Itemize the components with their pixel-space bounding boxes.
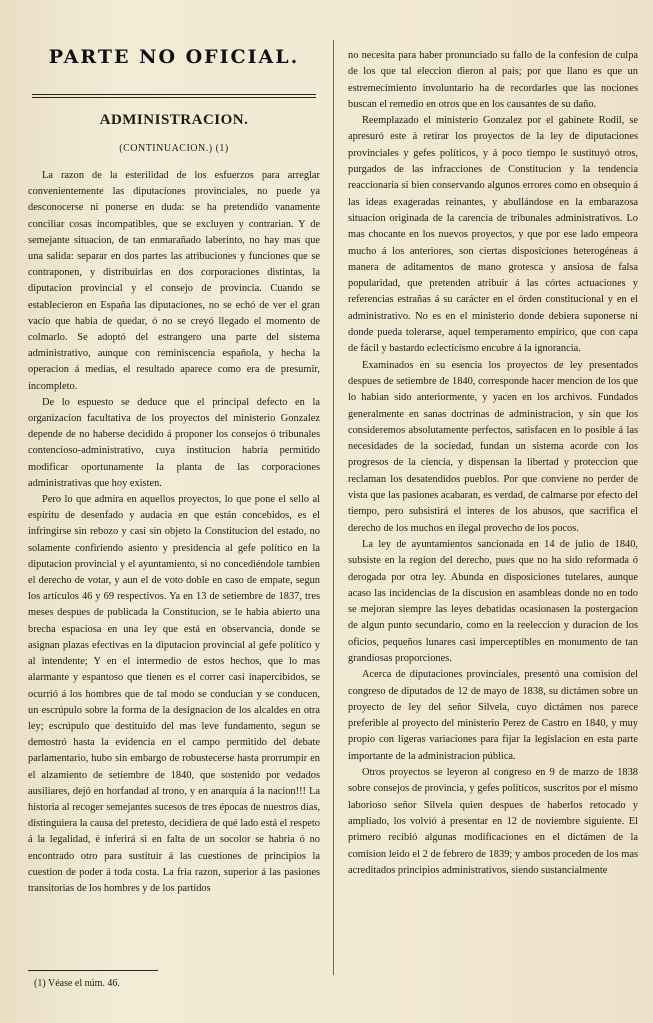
right-column <box>348 0 638 1023</box>
section-title: PARTE NO OFICIAL. <box>48 46 300 68</box>
paragraph: La ley de ayuntamientos sancionada en 14 de julio de 1840, subsiste en la region del derecho, pues que no ha sido reformada ó derogada por otra ley. Abunda en disposiciones tutelares, aunque acaso las incidencias de la discusion en asambleas donde no en todo se mejoran siempre las leyes debatidas ocasionasen la postergacion de algun punto secundario, como en la reeleccion y duracion de los oficios, pequeños lunares casi imperceptibles en monumento de tan grandiosas proporciones. <box>348 538 638 664</box>
heading-rule <box>32 94 316 98</box>
paragraph: Pero lo que admira en aquellos proyectos, lo que pone el sello al espíritu de desenfado y audacia en que están concebidos, es el infringirse sin rebozo y casi sin objeto la Constitucion del estado, no solamente confiriendo asiento y presidencia al gefe político en la diputacion provincial y el ayuntamiento, si no concediéndole tambien el derecho de votar, y aun el de voto doble en caso de empate, segun los artículos 46 y 69 respectivos. Ya en 13 de setiembre de 1837, tres meses despues de publicada la Constitucion, se le habia abierto una brecha espaciosa en una ley que está en observancia, donde se asignan plazas efectivas en la diputacion provincial al gefe político y al intendente; Y en el intermedio de estos hechos, que lo mas alarmante y espantoso que tienen es el correr casi inapercibidos, se ocurrió á los hombres que de tal modo se conducian y se conducen, un escrúpulo sobre la forma de la designacion de los alcaldes en otra ley; escrúpulo que destituido del mas leve fundamento, segun se demostró hasta la evidencia en el campo permitido del debate parlamentario, hubo sin embargo de robustecerse hasta prorrumpir en el alzamiento de setiembre de 1840, que sostenido por vedados ausiliares, dejó en horfandad al trono, y en anarquía á la nacion!!! La historia al recoger semejantes sucesos de tres épocas de nuestros dias, distinguiera la causa del pretesto, decidiera de qué lado está el respeto á la legalidad, é inferirá si en falta de un socolor se habria ó no encontrado otro para sustituir á las cuestiones de principios la cuestion de poder á toda costa. La fria razon, superior á las pasiones transitorias de los hombres y de los partidos <box>28 494 320 894</box>
paragraph: Reemplazado el ministerio Gonzalez por el gabinete Rodil, se apresuró este á retirar los proyectos de la ley de diputaciones provinciales y gefes políticos, y á poco tiempo le sustituyó otros, purgados de las infracciones de Constitucion y la tendencia reaccionaria si bien conservando algunos errores como en obsequio á las ideas exageradas reinantes, y abullándose en la embarazosa situacion originada de la carencia de tribunales administrativos. Lo mas chocante en los nuevos proyectos, y que por ese lado empeora mucho á los anteriores, son ciertas disposiciones heterogéneas á manera de aditamentos de mano grotesca y ansiosa de falsa popularidad, que pretenden atribuir á las córtes actuaciones y referencias estrañas á su carácter en el órden constitucional y en el administrativo. No es en el ministerio donde debiera suponerse ni donde pueda tolerarse, aquel temperamento empírico, que con capa de fácil y bastardo eclecticismo encubre á la ignorancia. <box>348 115 638 355</box>
article-heading: ADMINISTRACION. <box>99 112 249 128</box>
column-divider <box>333 40 334 975</box>
article-subheading: (CONTINUACION.) (1) <box>119 143 229 154</box>
footnote: (1) Véase el núm. 46. <box>34 978 120 989</box>
paragraph: La razon de la esterilidad de los esfuerzos para arreglar convenientemente las diputaciones provinciales, no puede ya desconocerse ni ponerse en duda: se ha pretendido vanamente conciliar cosas incompatibles, que se excluyen y contrarian. Y de semejante situacion, de tan enmarañado laberinto, no hay mas que una salida: separar en dos partes las atribuciones y funciones que se contraponen, y distribuirlas en dos corporaciones distintas, la diputacion provincial y el consejo de provincia. Cuando se establecieron en España las diputaciones, no se echó de ver el gran vacío que habia de quedar, ó no se creyó llegado el momento de colmarlo. Se adoptó del estrangero una parte del sistema administrativo, aunque con reminiscencia española, y hecha la operacion á medias, el resultado aparece como era de presumir, incompleto. <box>28 170 320 392</box>
left-column <box>28 0 320 1023</box>
paragraph: Examinados en su esencia los proyectos de ley presentados despues de setiembre de 1840, corresponde hacer mencion de los que lo habian sido anteriormente, y yacen en los archivos. Fundados generalmente en sanas doctrinas de administracion, y sin que los consideremos absolutamente perfectos, satisfacen en lo posible á las necesidades de la sociedad, fundan un sistema acorde con los progresos de la ciencia, y dispensan la libertad y proteccion que reclaman los desatendidos pueblos. Por que conviene no perder de vista que las pasiones acabaran, es verdad, de calmarse por efecto del tiempo, pero subsistirá el interes de los abusos, que sacrifica el derecho de los muchos en ilegal provecho de los pocos. <box>348 359 638 534</box>
right-column-body <box>348 48 638 879</box>
left-column-body <box>28 168 320 897</box>
footnote-rule <box>28 970 158 971</box>
paragraph: Acerca de diputaciones provinciales, presentó una comision del congreso de diputados de 12 de mayo de 1838, su dictámen sobre un proyecto de ley del señor Silvela, cuyo dictámen nos parece preferible al proyecto del ministerio Perez de Castro en 1840, y muy propio con ligeras variaciones para fijar la legislacion en esta parte importante de la administracion pública. <box>348 669 638 762</box>
paragraph: De lo espuesto se deduce que el principal defecto en la organizacion facultativa de los proyectos del ministerio Gonzalez depende de no haberse decidido á proponer los consejos ó tribunales contencioso-administrativo, cuya institucion habria permitido modificar oportunamente la planta de las corporaciones administrativas que hoy existen. <box>28 396 320 489</box>
paragraph: no necesita para haber pronunciado su fallo de la confesion de culpa de los que tal eleccion dieron al pais; por que llano es que un estremecimiento involuntario ha de recordarles que las nociones buscan el remedio en otros que en los causantes de su daño. <box>348 50 638 110</box>
paragraph: Otros proyectos se leyeron al congreso en 9 de marzo de 1838 sobre consejos de provincia, y gefes políticos, suscritos por el mismo laborioso señor Silvela quien despues de haberlos retocado y ampliado, los volvió á presentar en 12 de noviembre siguiente. El primero recibió algunas modificaciones en el dictámen de la comision leido el 2 de febrero de 1839; y ambos proceden de los mas acreditados principios administrativos, siendo sustancialmente <box>348 767 638 876</box>
